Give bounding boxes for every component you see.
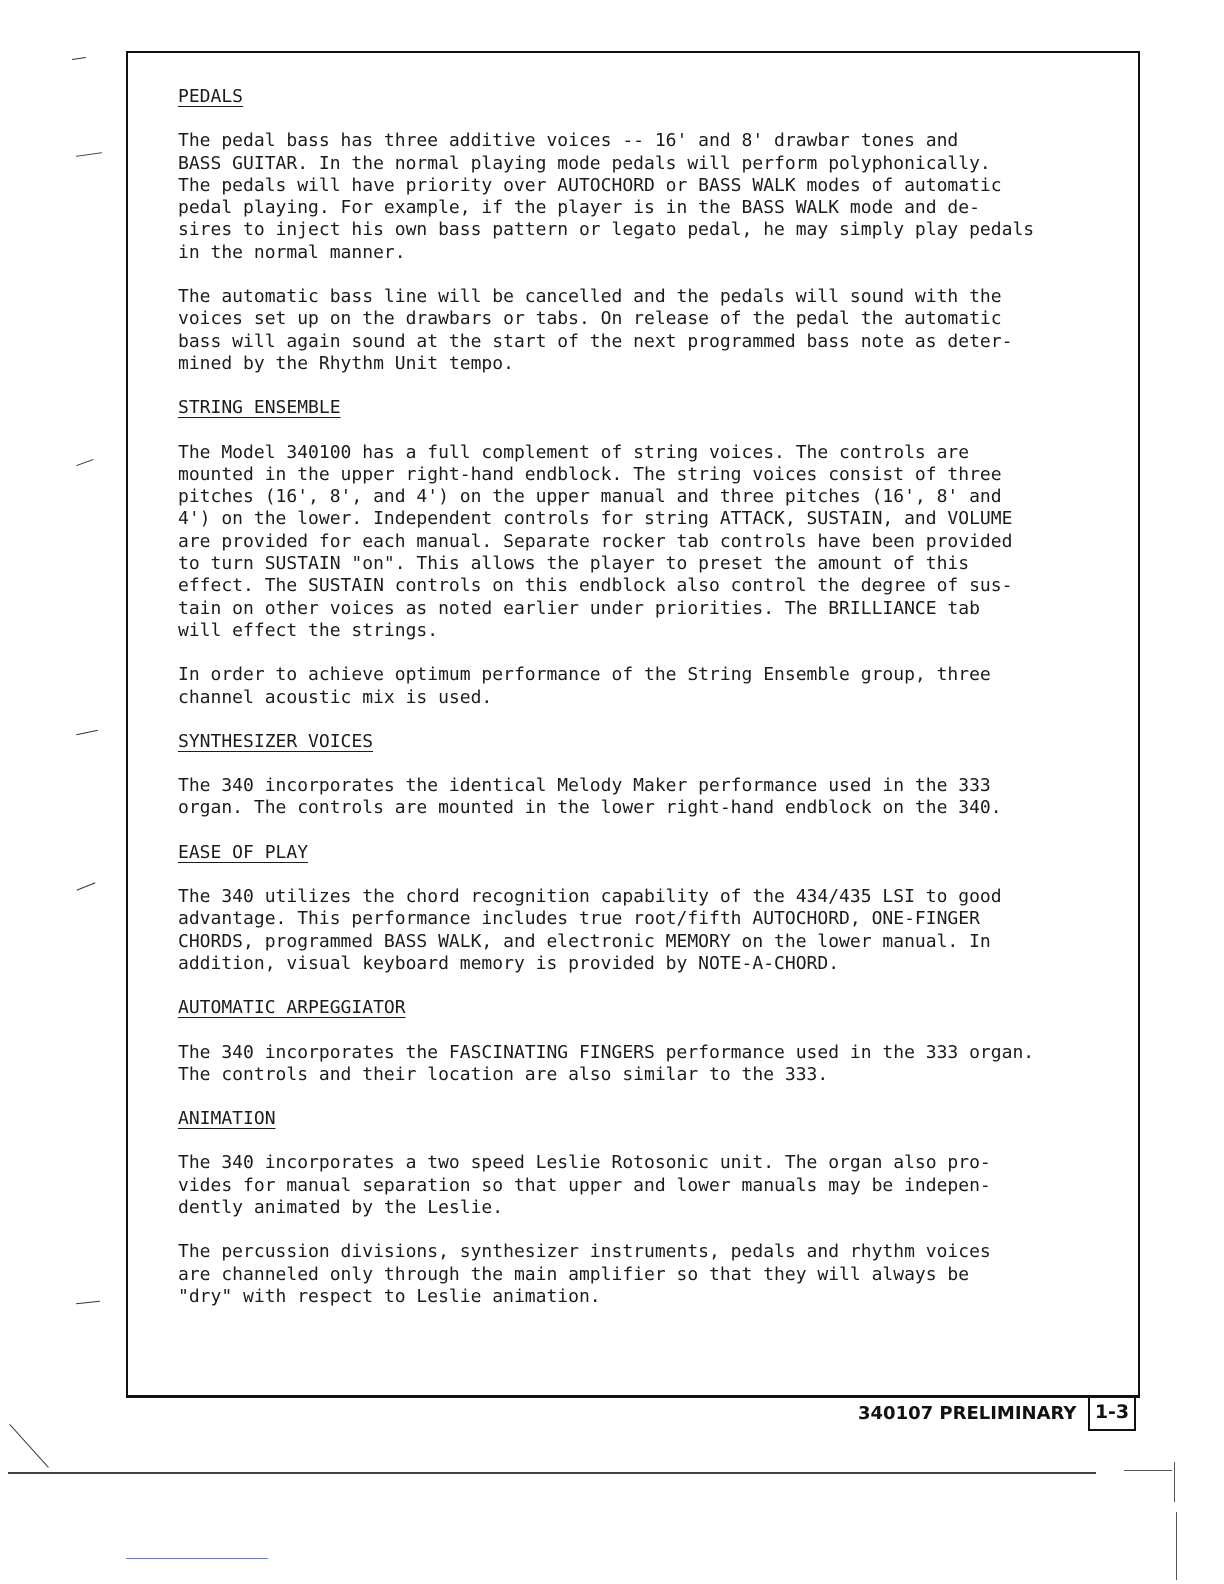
- section-heading: STRING ENSEMBLE: [178, 397, 341, 419]
- margin-tick: [76, 152, 102, 157]
- paragraph: The pedal bass has three additive voices -- 16' and 8' drawbar tones and BASS GUITAR. In the normal playing mode pedals will perform polyphonically. The pedals will have priority over AUTOCHORD or BASS WALK modes of automatic pedal playing. For example, if the player is in the BASS WALK mode and de- sires to inject his own bass pattern or legato pedal, he may simply play pedals in the normal manner.: [178, 130, 1035, 263]
- margin-tick: [76, 459, 93, 466]
- section-automatic-arpeggiator: [178, 997, 1078, 1108]
- section-ease-of-play: [178, 842, 1078, 997]
- margin-tick: [72, 57, 86, 60]
- paragraph: The 340 incorporates the FASCINATING FINGERS performance used in the 333 organ. The controls and their location are also similar to the 333.: [178, 1041, 1035, 1085]
- section-synthesizer-voices: [178, 731, 1078, 842]
- section-heading: EASE OF PLAY: [178, 841, 309, 863]
- page-number: 1-3: [1088, 1395, 1136, 1431]
- scan-vertical-line: [1174, 1462, 1175, 1502]
- paragraph: The automatic bass line will be cancelled and the pedals will sound with the voices set up on the drawbars or tabs. On release of the pedal the automatic bass will again sound at the start of the next programmed bass note as deter- mined by the Rhythm Unit tempo.: [178, 286, 1013, 374]
- paragraph: The Model 340100 has a full complement of string voices. The controls are mounted in the upper right-hand endblock. The string voices consist of three pitches (16', 8', and 4') on the upper manual and three pitches (16', 8' and 4') on the lower. Independent controls for string ATTACK, SUSTAIN, and VOLUME are provided for each manual. Separate rocker tab controls have been provided to turn SUSTAIN "on". This allows the player to preset the amount of this effect. The SUSTAIN controls on this endblock also control the degree of sus- tain on other voices as noted earlier under priorities. The BRILLIANCE tab will effect the strings.: [178, 441, 1013, 641]
- section-heading: ANIMATION: [178, 1108, 276, 1130]
- section-pedals: [178, 86, 1078, 397]
- section-heading: SYNTHESIZER VOICES: [178, 730, 374, 752]
- document-code: 340107 PRELIMINARY: [858, 1403, 1077, 1424]
- scan-short-rule: [1124, 1470, 1172, 1471]
- scan-vertical-line: [1176, 1512, 1177, 1580]
- section-heading: PEDALS: [178, 86, 244, 107]
- margin-tick: [76, 730, 98, 736]
- section-animation: [178, 1108, 1078, 1308]
- scan-baseline-rule: [8, 1472, 1096, 1474]
- scan-blue-line: [126, 1558, 268, 1559]
- paragraph: In order to achieve optimum performance of the String Ensemble group, three channel acoustic mix is used.: [178, 664, 991, 708]
- scan-diagonal-line: [9, 1424, 49, 1468]
- margin-tick: [76, 1301, 100, 1305]
- paragraph: The 340 utilizes the chord recognition capability of the 434/435 LSI to good advantage. This performance includes true root/fifth AUTOCHORD, ONE-FINGER CHORDS, programmed BASS WALK, and electronic MEMORY on the lower manual. In addition, visual keyboard memory is provided by NOTE-A-CHORD.: [178, 886, 1002, 974]
- margin-tick: [77, 882, 96, 890]
- document-body: [178, 86, 1078, 1308]
- section-string-ensemble: [178, 397, 1078, 731]
- paragraph: The 340 incorporates a two speed Leslie Rotosonic unit. The organ also pro- vides for manual separation so that upper and lower manuals may be indepen- dently animated by the Leslie.: [178, 1152, 991, 1218]
- paragraph: The percussion divisions, synthesizer instruments, pedals and rhythm voices are channeled only through the main amplifier so that they will always be "dry" with respect to Leslie animation.: [178, 1241, 991, 1307]
- paragraph: The 340 incorporates the identical Melody Maker performance used in the 333 organ. The controls are mounted in the lower right-hand endblock on the 340.: [178, 775, 1002, 819]
- section-heading: AUTOMATIC ARPEGGIATOR: [178, 997, 406, 1019]
